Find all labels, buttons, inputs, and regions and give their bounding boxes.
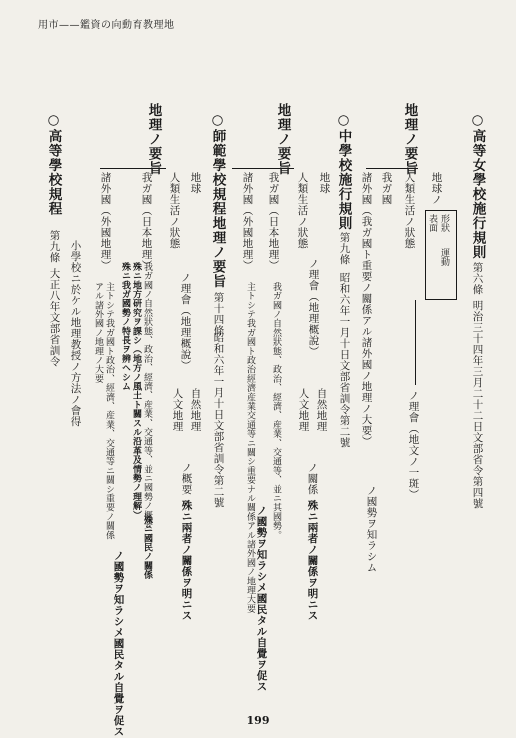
sec3-foreign-detail-2: アル諸外國ノ地理ノ大要 [93, 282, 103, 384]
sec2-relation: ノ關係 [306, 462, 319, 495]
sec2-title: ○中學校施行規則 [335, 112, 352, 231]
sec3-national-feature: 殊ニ我ガ國勢ノ特長ヲ辨ヘシム [120, 262, 130, 391]
sec1-shape: 形狀 [439, 214, 449, 233]
sec1-surface: 表面 [427, 214, 437, 233]
sec3-human: 人文地理 [171, 388, 184, 432]
sec2-physical: 自然地理 [315, 388, 328, 432]
sec1-national-power: ノ國勢ヲ知ラシム [365, 485, 378, 573]
sec3-local-study: 殊ニ地方研究ヲ課シ（地方ノ風土ト關スル沿革及情勢ノ理解） [131, 262, 141, 520]
sec3-article: 第十四條 [212, 292, 225, 336]
sec2-human-life: 人類生活ノ狀態 [296, 172, 309, 249]
sec3-our-country: 我ガ國（日本地理） [140, 172, 153, 271]
sec3-physical: 自然地理 [189, 388, 202, 432]
sec2-our-country: 我ガ國（日本地理） [267, 172, 280, 271]
sec3-national-relation: 殊ニ國民ノ關係 [142, 515, 152, 580]
sec4-decree: 大正八年文部省訓令 [48, 268, 61, 367]
sec3-conclusion: ノ國勢ヲ知ラシメ國民タル自覺ヲ促ス [112, 550, 125, 737]
sec1-our-country: 我ガ國 [380, 172, 393, 205]
sec2-emphasis: 殊ニ兩者ノ關係ヲ明ニス [306, 500, 319, 621]
sec4-body: 小學校ニ於ケル地理教授ノ方法ノ會得 [69, 240, 82, 427]
sec2-foreign: 諸外國（外國地理） [241, 172, 254, 271]
sec1-foreign: 諸外國（我ガ國ト重要ノ關係アル諸外國ノ地理ノ大要） [360, 172, 373, 447]
sec2-brace [232, 168, 294, 169]
sec2-decree: 昭和六年一月十日文部省訓令第二號 [338, 272, 351, 448]
sec1-motion: 運動 [439, 248, 449, 267]
sec3-understanding: ノ理會（地理概說） [179, 272, 192, 371]
sec1-understanding: ノ理會（地文ノ一斑） [407, 390, 420, 500]
sec4-title: ○高等學校規程 [45, 112, 62, 216]
sec2-foreign-detail: 主トシテ我ガ國ト政治經濟産業交通等ニ關シ重要ナル關係アル諸外國ノ地理大要 [245, 282, 255, 614]
sec3-emphasis: 殊ニ兩者ノ關係ヲ明ニス [180, 500, 193, 621]
sec3-brace [100, 168, 166, 169]
sec3-outline: ノ概要 [180, 462, 193, 495]
sec3-decree: 昭和六年一月十日文部省訓令第二號 [212, 332, 225, 508]
sec2-understanding: ノ理會（地理概說） [307, 258, 320, 357]
sec3-our-country-detail: 我ガ國ノ自然狀態、政治、經濟、産業、交通等、並ニ國勢ノ概要 [142, 262, 152, 529]
sec1-human-life: 人類生活ノ狀態 [403, 172, 416, 249]
sec2-conclusion: ノ國勢ヲ知ラシメ國民タル自覺ヲ促ス [255, 505, 268, 692]
sec1-title: ○高等女學校施行規則 [469, 112, 486, 260]
sec3-title: ○師範學校規程地理ノ要旨 [209, 112, 226, 289]
running-head: 用市——鑑資の向動育教理地 [38, 20, 175, 31]
sec2-earth: 地球 [318, 172, 331, 194]
sec3-heading: 地理ノ要旨 [145, 103, 162, 176]
sec2-article: 第九條 [338, 232, 351, 265]
page-number: 199 [246, 714, 270, 727]
sec3-foreign: 諸外國（外國地理） [99, 172, 112, 271]
sec1-earth: 地球ノ [430, 172, 443, 205]
sec1-article: 第六條 [471, 262, 484, 295]
sec1-rule1 [415, 300, 416, 385]
sec2-human: 人文地理 [297, 388, 310, 432]
sec2-heading: 地理ノ要旨 [274, 103, 291, 176]
sec2-our-country-detail: 我ガ國ノ自然狀態、政治、經濟、産業、交通等、並ニ其國勢。 [271, 282, 281, 540]
sec4-article: 第九條 [48, 230, 61, 263]
sec1-heading: 地理ノ要旨 [401, 103, 418, 176]
sec3-human-life: 人類生活ノ狀態 [168, 172, 181, 249]
sec1-brace [366, 168, 418, 169]
sec3-earth: 地球 [189, 172, 202, 194]
sec3-foreign-detail: 主トシテ我ガ國ト政治、經濟、産業、交通等ニ關シ重要ノ關係 [104, 282, 114, 540]
sec1-decree: 明治三十四年三月二十二日文部省令第四號 [471, 300, 484, 509]
